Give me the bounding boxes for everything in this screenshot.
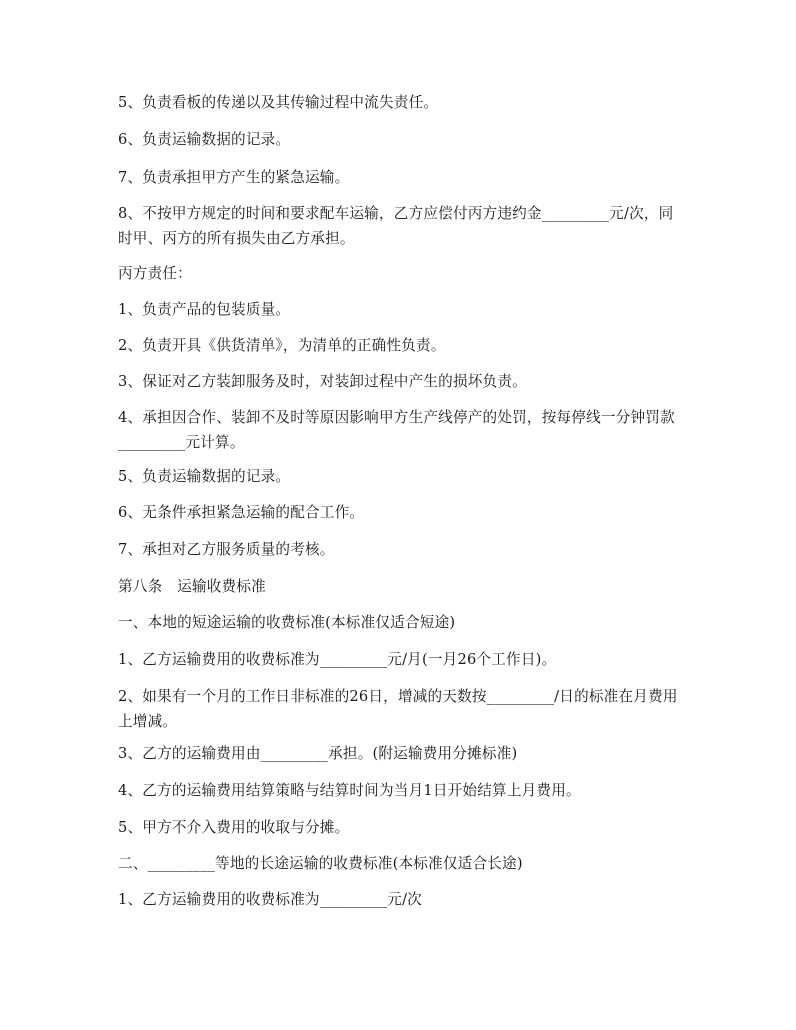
paragraph: 1、负责产品的包装质量。 [118, 301, 291, 318]
section-heading: 丙方责任： [118, 265, 192, 282]
paragraph: 8、不按甲方规定的时间和要求配车运输，乙方应偿付丙方违约金_________元/次，同时甲、丙方的所有损失由乙方承担。 [118, 205, 674, 247]
paragraph: 1、乙方运输费用的收费标准为_________元/月(一月26个工作日)。 [118, 651, 557, 668]
paragraph: 7、负责承担甲方产生的紧急运输。 [118, 169, 350, 186]
paragraph: 4、乙方的运输费用结算策略与结算时间为当月1日开始结算上月费用。 [118, 782, 581, 799]
paragraph: 6、无条件承担紧急运输的配合工作。 [118, 504, 365, 521]
paragraph: 7、承担对乙方服务质量的考核。 [118, 541, 335, 558]
article-heading: 第八条 运输收费标准 [118, 578, 266, 595]
paragraph: 6、负责运输数据的记录。 [118, 131, 291, 148]
paragraph: 2、如果有一个月的工作日非标准的26日，增减的天数按_________/日的标准在月费用上增减。 [118, 688, 678, 730]
paragraph: 5、负责看板的传递以及其传输过程中流失责任。 [118, 94, 439, 111]
section-heading: 一、本地的短途运输的收费标准(本标准仅适合短途) [118, 614, 456, 631]
paragraph: 5、甲方不介入费用的收取与分摊。 [118, 819, 350, 836]
paragraph: 1、乙方运输费用的收费标准为_________元/次 [118, 891, 422, 908]
paragraph: 3、乙方的运输费用由_________承担。(附运输费用分摊标准) [118, 745, 518, 762]
paragraph: 2、负责开具《供货清单》，为清单的正确性负责。 [118, 337, 446, 354]
paragraph: 4、承担因合作、装卸不及时等原因影响甲方生产线停产的处罚，按每停线一分钟罚款_________元计算。 [118, 409, 675, 451]
section-heading: 二、_________等地的长途运输的收费标准(本标准仅适合长途) [118, 855, 523, 872]
paragraph: 5、负责运输数据的记录。 [118, 468, 291, 485]
paragraph: 3、保证对乙方装卸服务及时，对装卸过程中产生的损坏负责。 [118, 373, 527, 390]
